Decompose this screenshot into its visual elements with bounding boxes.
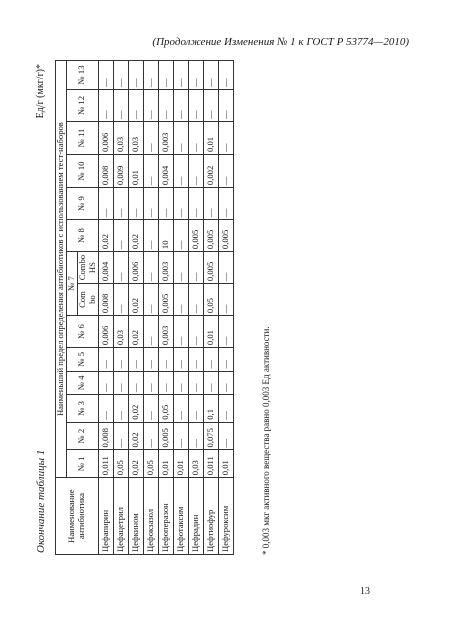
table-cell: — <box>203 89 218 121</box>
rotated-table-block <box>35 60 270 555</box>
table-cell: — <box>128 61 143 90</box>
table-cell: 0,002 <box>203 155 218 188</box>
table-cell: — <box>173 422 188 450</box>
table-cell: — <box>173 348 188 371</box>
table-row <box>113 61 128 555</box>
table-cell: — <box>173 252 188 284</box>
table-cell: — <box>173 371 188 394</box>
table-cell: — <box>98 348 113 371</box>
table-cell: 0,01 <box>218 450 233 478</box>
table-cell: — <box>143 422 158 450</box>
table-cell: — <box>218 252 233 284</box>
table-cell: 0,03 <box>113 121 128 154</box>
name-header: Наименование антибиотика <box>56 478 99 555</box>
table-cell: 0,05 <box>113 450 128 478</box>
antibiotic-name: Цефотаксим <box>173 478 188 555</box>
table-cell: 0,005 <box>158 284 173 316</box>
table-cell: 0,03 <box>188 450 203 478</box>
col-header: № 5 <box>66 348 98 371</box>
table-cell: — <box>158 61 173 90</box>
table-cell: 0,02 <box>128 450 143 478</box>
antibiotic-name: Цефапирин <box>98 478 113 555</box>
table-cell: 0,05 <box>203 284 218 316</box>
table-cell: — <box>173 284 188 316</box>
table-cell: — <box>173 155 188 188</box>
table-cell: — <box>113 371 128 394</box>
table-cell: 0,003 <box>158 121 173 154</box>
table-row <box>158 61 173 555</box>
table-cell: — <box>188 422 203 450</box>
col-header: № 7 <box>66 252 77 316</box>
table-cell: — <box>218 188 233 220</box>
table-caption: Окончание таблицы 1 <box>35 449 47 553</box>
table-cell: — <box>158 348 173 371</box>
table-cell: — <box>173 61 188 90</box>
unit-label: Ед/г (мкг/г)* <box>35 64 46 119</box>
table-cell: — <box>203 348 218 371</box>
col-header: № 8 <box>66 220 98 252</box>
table-cell: 0,008 <box>98 284 113 316</box>
table-cell: — <box>98 89 113 121</box>
table-cell: 0,02 <box>98 220 113 252</box>
table-cell: 0,01 <box>203 316 218 348</box>
table-cell: — <box>128 188 143 220</box>
col-header: № 9 <box>66 188 98 220</box>
table-cell: — <box>173 188 188 220</box>
table-cell: 0,006 <box>98 121 113 154</box>
table-cell: — <box>188 155 203 188</box>
antibiotic-name: Цефуроксим <box>218 478 233 555</box>
table-cell: — <box>143 220 158 252</box>
col-header: № 11 <box>66 121 98 154</box>
table-cell: — <box>143 348 158 371</box>
table-cell: — <box>218 61 233 90</box>
table-cell: — <box>158 371 173 394</box>
table-cell: — <box>173 220 188 252</box>
table-row <box>188 61 203 555</box>
antibiotic-name: Цефацетрил <box>113 478 128 555</box>
col-header: № 2 <box>66 422 98 450</box>
table-cell: 0,1 <box>203 395 218 423</box>
table-row <box>173 61 188 555</box>
table-cell: 0,006 <box>98 316 113 348</box>
table-cell: 0,01 <box>173 450 188 478</box>
table-cell: — <box>218 371 233 394</box>
table-cell: — <box>203 61 218 90</box>
table-cell: 0,03 <box>113 316 128 348</box>
table-cell: — <box>143 61 158 90</box>
table-cell: — <box>113 89 128 121</box>
table-cell: 0,011 <box>98 450 113 478</box>
table-cell: 0,05 <box>143 450 158 478</box>
col-header: № 6 <box>66 316 98 348</box>
antibiotic-name: Цефрадин <box>188 478 203 555</box>
table-cell: 0,005 <box>218 220 233 252</box>
table-cell: — <box>218 316 233 348</box>
table-cell: — <box>113 284 128 316</box>
table-cell: 10 <box>158 220 173 252</box>
antibiotic-name: Цефкином <box>128 478 143 555</box>
group-header: Наименьший предел определения антибиотиков с использованием тест-наборов <box>56 61 67 478</box>
table-cell: — <box>188 371 203 394</box>
table-cell: — <box>188 61 203 90</box>
table-cell: 0,02 <box>128 422 143 450</box>
sub-header-combo: Com bo <box>77 284 98 316</box>
table-cell: — <box>203 371 218 394</box>
table-cell: 0,02 <box>128 284 143 316</box>
table-cell: 0,008 <box>98 155 113 188</box>
page-header: (Продолжение Изменения № 1 к ГОСТ Р 53774—2010) <box>152 36 409 48</box>
table-cell: — <box>143 395 158 423</box>
table-cell: 0,009 <box>113 155 128 188</box>
table-cell: — <box>113 61 128 90</box>
table-row <box>203 61 218 555</box>
table-cell: — <box>143 155 158 188</box>
table-cell: — <box>173 89 188 121</box>
table-cell: — <box>188 348 203 371</box>
table-cell: — <box>188 316 203 348</box>
table-cell: 0,02 <box>128 220 143 252</box>
table-row <box>128 61 143 555</box>
col-header: № 3 <box>66 395 98 423</box>
table-cell: — <box>113 220 128 252</box>
table-cell: — <box>218 284 233 316</box>
table-cell: — <box>188 89 203 121</box>
table-cell: — <box>128 348 143 371</box>
table-cell: — <box>188 121 203 154</box>
antibiotic-name: Цефоперазон <box>158 478 173 555</box>
table-cell: — <box>158 89 173 121</box>
sub-header-combo-hs: Combo HS <box>77 252 98 284</box>
table-cell: — <box>218 422 233 450</box>
table-cell: 0,005 <box>158 422 173 450</box>
table-cell: — <box>218 89 233 121</box>
table-cell: — <box>143 316 158 348</box>
table-cell: — <box>203 188 218 220</box>
table-cell: — <box>128 89 143 121</box>
table-cell: 0,075 <box>203 422 218 450</box>
table-cell: — <box>113 422 128 450</box>
page-number: 13 <box>360 586 370 597</box>
table-cell: 0,003 <box>158 316 173 348</box>
table-cell: — <box>98 371 113 394</box>
table-cell: — <box>143 252 158 284</box>
table-cell: 0,02 <box>128 316 143 348</box>
table-cell: — <box>113 188 128 220</box>
table-cell: 0,03 <box>128 121 143 154</box>
table-cell: 0,004 <box>158 155 173 188</box>
table-row <box>98 61 113 555</box>
table-cell: 0,008 <box>98 422 113 450</box>
table-cell: — <box>173 121 188 154</box>
table-cell: — <box>143 371 158 394</box>
table-cell: — <box>143 188 158 220</box>
table-cell: — <box>218 121 233 154</box>
table-cell: — <box>143 121 158 154</box>
table-cell: — <box>143 89 158 121</box>
col-header: № 1 <box>66 450 98 478</box>
table-cell: — <box>218 348 233 371</box>
table-cell: — <box>173 395 188 423</box>
table-cell: 0,02 <box>128 395 143 423</box>
table-cell: — <box>188 188 203 220</box>
col-header: № 13 <box>66 61 98 90</box>
table-cell: — <box>188 395 203 423</box>
table-cell: — <box>113 252 128 284</box>
table-cell: 0,004 <box>98 252 113 284</box>
col-header: № 10 <box>66 155 98 188</box>
table-cell: — <box>98 395 113 423</box>
table-cell: — <box>98 188 113 220</box>
table-cell: 0,006 <box>128 252 143 284</box>
footnote: * 0,003 мкг активного вещества равно 0,003 Ед активности. <box>261 326 271 555</box>
antibiotics-table <box>55 60 234 555</box>
antibiotic-name: Цефтиофур <box>203 478 218 555</box>
table-cell: — <box>113 348 128 371</box>
table-cell: — <box>128 371 143 394</box>
table-cell: 0,01 <box>203 121 218 154</box>
table-cell: — <box>188 252 203 284</box>
table-cell: — <box>173 316 188 348</box>
table-cell: — <box>188 284 203 316</box>
table-cell: — <box>158 188 173 220</box>
table-cell: 0,003 <box>158 252 173 284</box>
antibiotic-name: Цефокзазол <box>143 478 158 555</box>
table-cell: — <box>113 395 128 423</box>
table-cell: 0,05 <box>158 395 173 423</box>
table-cell: 0,01 <box>128 155 143 188</box>
table-cell: 0,01 <box>158 450 173 478</box>
col-header: № 12 <box>66 89 98 121</box>
table-cell: 0,005 <box>203 220 218 252</box>
col-header: № 4 <box>66 371 98 394</box>
table-row <box>218 61 233 555</box>
table-cell: — <box>98 61 113 90</box>
table-cell: — <box>218 155 233 188</box>
table-cell: — <box>218 395 233 423</box>
table-cell: 0,005 <box>203 252 218 284</box>
table-cell: 0,005 <box>188 220 203 252</box>
table-cell: — <box>143 284 158 316</box>
table-row <box>143 61 158 555</box>
table-cell: 0,011 <box>203 450 218 478</box>
